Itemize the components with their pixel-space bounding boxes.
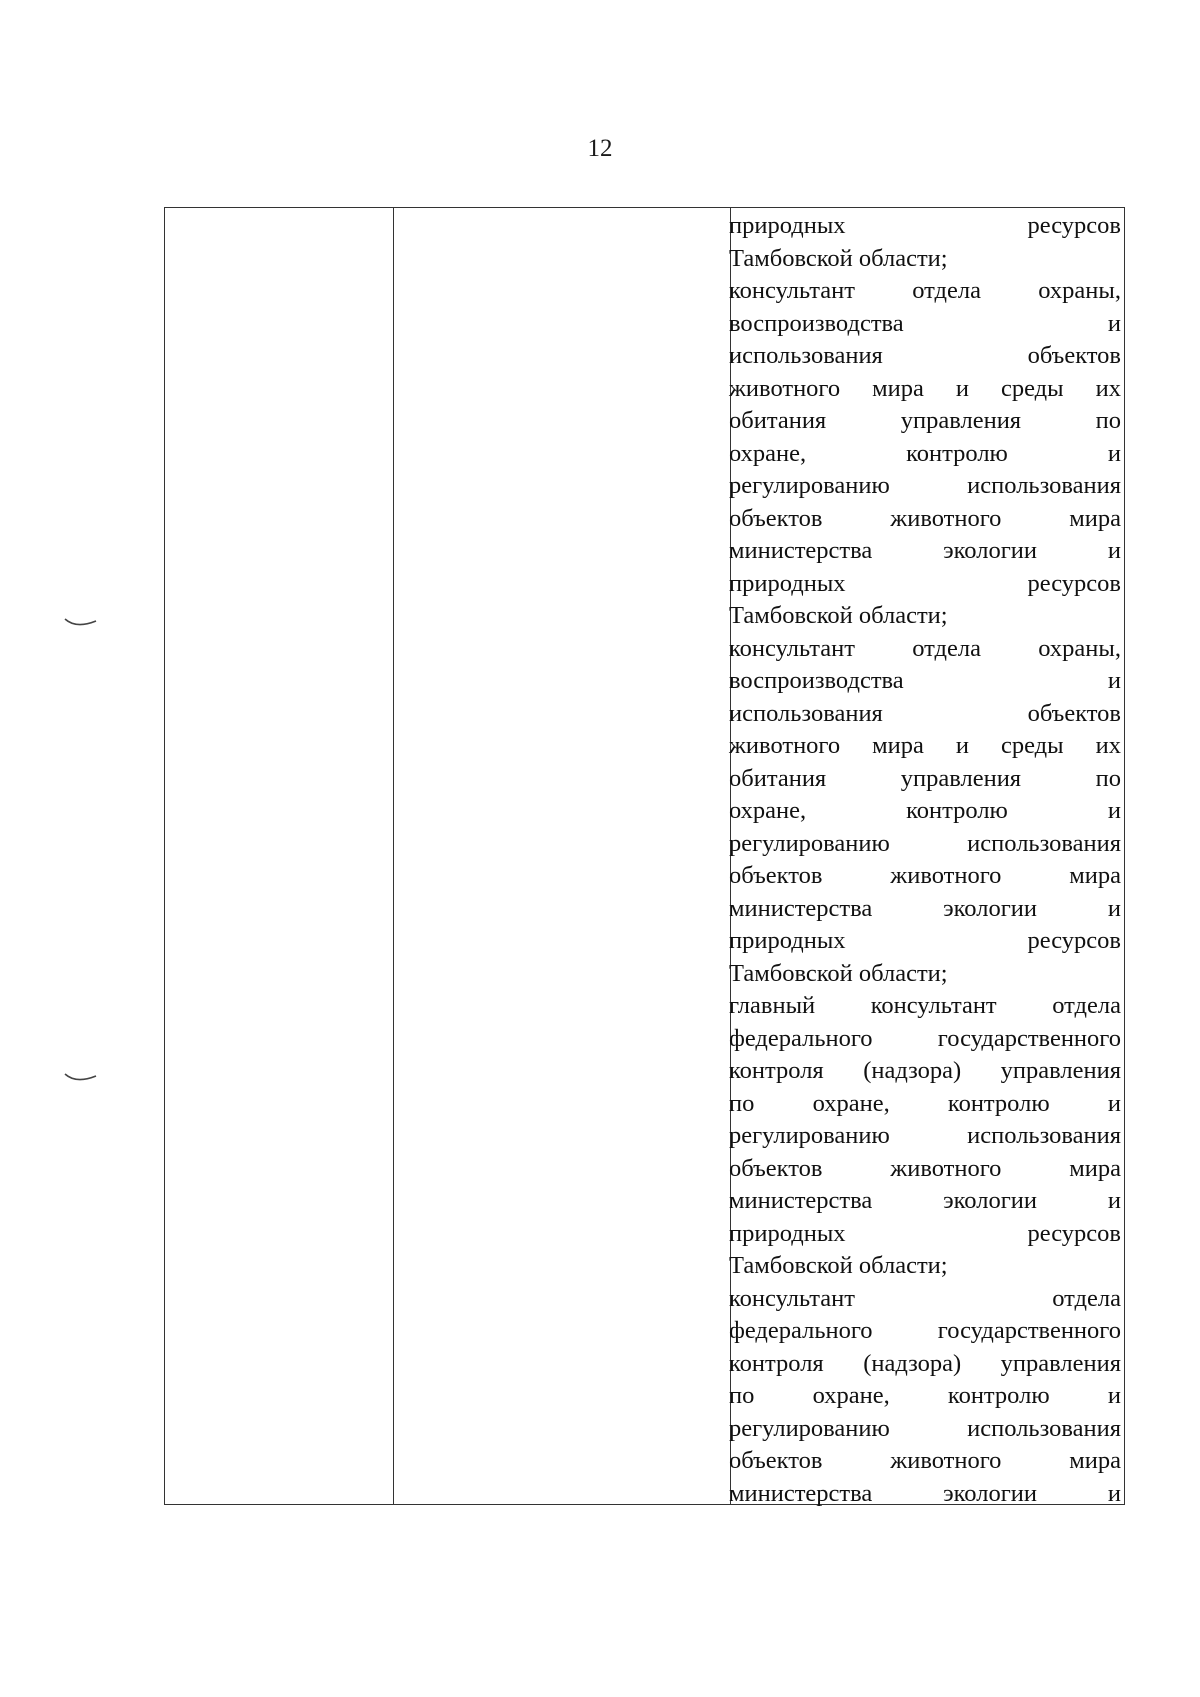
text-word: и bbox=[1107, 1187, 1121, 1214]
text-line bbox=[729, 535, 1121, 568]
text-line bbox=[729, 1283, 1121, 1316]
text-word: федерального bbox=[729, 1317, 873, 1344]
text-word: животного bbox=[890, 1447, 1002, 1474]
text-word: и bbox=[1107, 797, 1121, 824]
text-word: министерства bbox=[729, 894, 873, 922]
text-line bbox=[729, 698, 1121, 731]
margin-mark bbox=[64, 1071, 98, 1085]
text-line bbox=[729, 1250, 1121, 1283]
text-word: и bbox=[1107, 894, 1121, 922]
text-line bbox=[729, 373, 1121, 406]
text-word: федерального bbox=[729, 1024, 873, 1052]
text-word: объектов bbox=[729, 862, 823, 889]
text-line bbox=[729, 1315, 1121, 1348]
text-word: экологии bbox=[943, 1187, 1037, 1214]
text-word: и bbox=[1107, 439, 1121, 467]
text-word: регулированию bbox=[729, 829, 890, 857]
text-word: Тамбовской области; bbox=[729, 244, 948, 272]
text-word: обитания bbox=[729, 407, 827, 434]
text-word: охране, bbox=[729, 439, 807, 467]
text-word: объектов bbox=[729, 504, 823, 532]
text-word: ресурсов bbox=[1027, 212, 1121, 239]
text-line bbox=[729, 600, 1121, 633]
text-word: животного bbox=[729, 374, 841, 402]
text-word: консультант bbox=[729, 634, 855, 662]
text-word: контроля bbox=[729, 1349, 824, 1377]
text-word: охраны, bbox=[1038, 634, 1121, 662]
text-word: отдела bbox=[1052, 992, 1121, 1019]
text-word: охране, bbox=[812, 1089, 890, 1117]
text-word: природных bbox=[729, 212, 846, 239]
text-line bbox=[729, 1055, 1121, 1088]
text-word: отдела bbox=[912, 634, 981, 662]
text-word: по bbox=[729, 1089, 755, 1117]
text-word: контролю bbox=[947, 1382, 1050, 1409]
text-word: управления bbox=[900, 407, 1022, 434]
text-word: регулированию bbox=[729, 1414, 890, 1442]
text-word: контроля bbox=[729, 1057, 824, 1084]
text-line bbox=[729, 503, 1121, 536]
text-word: министерства bbox=[729, 537, 873, 564]
text-word: Тамбовской области; bbox=[729, 1252, 948, 1279]
text-line bbox=[729, 1185, 1121, 1218]
text-word: и bbox=[955, 732, 969, 759]
text-word: использования bbox=[967, 472, 1121, 499]
text-word: министерства bbox=[729, 1479, 873, 1507]
text-line bbox=[729, 958, 1121, 991]
text-word: использования bbox=[729, 342, 883, 369]
text-word: консультант bbox=[729, 277, 855, 304]
text-line bbox=[729, 1445, 1121, 1478]
text-word: животного bbox=[890, 1154, 1002, 1182]
text-word: регулированию bbox=[729, 1122, 890, 1149]
margin-mark bbox=[64, 616, 98, 630]
text-line bbox=[729, 990, 1121, 1023]
text-word: использования bbox=[967, 1414, 1121, 1442]
text-line bbox=[729, 1413, 1121, 1446]
text-word: их bbox=[1095, 374, 1121, 402]
text-word: отдела bbox=[912, 277, 981, 304]
text-word: среды bbox=[1001, 732, 1064, 759]
text-word: (надзора) bbox=[863, 1349, 962, 1377]
text-word: животного bbox=[890, 862, 1002, 889]
text-word: главный bbox=[729, 992, 816, 1019]
text-word: среды bbox=[1001, 374, 1064, 402]
text-word: охране, bbox=[812, 1382, 890, 1409]
text-word: министерства bbox=[729, 1187, 873, 1214]
text-word: и bbox=[1107, 537, 1121, 564]
text-word: мира bbox=[872, 374, 924, 402]
text-line bbox=[729, 763, 1121, 796]
text-word: животного bbox=[729, 732, 841, 759]
text-word: Тамбовской области; bbox=[729, 959, 948, 987]
text-word: (надзора) bbox=[863, 1057, 962, 1084]
text-word: управления bbox=[1000, 1057, 1121, 1084]
text-line bbox=[729, 1380, 1121, 1413]
text-word: объектов bbox=[729, 1447, 823, 1474]
text-line bbox=[729, 925, 1121, 958]
text-word: управления bbox=[1000, 1349, 1121, 1377]
text-word: консультант bbox=[729, 1284, 855, 1312]
text-word: природных bbox=[729, 927, 846, 954]
text-word: обитания bbox=[729, 764, 827, 792]
text-line bbox=[729, 795, 1121, 828]
text-word: природных bbox=[729, 1219, 846, 1247]
text-word: мира bbox=[1069, 504, 1121, 532]
text-line bbox=[729, 893, 1121, 926]
text-word: объектов bbox=[1027, 699, 1121, 727]
text-word: государственного bbox=[937, 1024, 1121, 1052]
text-line bbox=[729, 665, 1121, 698]
text-line bbox=[729, 1023, 1121, 1056]
text-word: мира bbox=[872, 732, 924, 759]
text-word: контролю bbox=[906, 797, 1008, 824]
text-word: охраны, bbox=[1038, 277, 1121, 304]
text-line bbox=[729, 243, 1121, 276]
text-line bbox=[729, 308, 1121, 341]
text-word: и bbox=[1107, 1089, 1121, 1117]
text-word: воспроизводства bbox=[729, 667, 904, 694]
text-word: и bbox=[1107, 1479, 1121, 1507]
text-word: мира bbox=[1069, 1447, 1121, 1474]
text-word: объектов bbox=[729, 1154, 823, 1182]
text-word: и bbox=[1107, 667, 1121, 694]
text-word: воспроизводства bbox=[729, 309, 904, 337]
table-cell-right-column bbox=[729, 210, 1121, 1510]
text-line bbox=[729, 470, 1121, 503]
text-word: по bbox=[1095, 764, 1121, 792]
text-word: ресурсов bbox=[1027, 927, 1121, 954]
text-word: использования bbox=[729, 699, 883, 727]
text-line bbox=[729, 1478, 1121, 1511]
text-word: охране, bbox=[729, 797, 807, 824]
text-word: отдела bbox=[1052, 1284, 1121, 1312]
text-word: объектов bbox=[1027, 342, 1121, 369]
text-word: природных bbox=[729, 569, 846, 597]
text-line bbox=[729, 1348, 1121, 1381]
text-line bbox=[729, 210, 1121, 243]
text-word: экологии bbox=[943, 537, 1037, 564]
column-divider-1 bbox=[393, 208, 394, 1504]
text-line bbox=[729, 1218, 1121, 1251]
text-word: и bbox=[955, 374, 969, 402]
text-word: управления bbox=[900, 764, 1022, 792]
text-word: контролю bbox=[947, 1089, 1050, 1117]
text-line bbox=[729, 633, 1121, 666]
text-line bbox=[729, 730, 1121, 763]
text-line bbox=[729, 1153, 1121, 1186]
text-line bbox=[729, 1120, 1121, 1153]
text-line bbox=[729, 568, 1121, 601]
text-word: животного bbox=[890, 504, 1002, 532]
text-word: и bbox=[1107, 1382, 1121, 1409]
text-word: мира bbox=[1069, 862, 1121, 889]
text-line bbox=[729, 860, 1121, 893]
text-line bbox=[729, 340, 1121, 373]
text-word: использования bbox=[967, 1122, 1121, 1149]
text-line bbox=[729, 1088, 1121, 1121]
text-word: ресурсов bbox=[1027, 569, 1121, 597]
text-word: по bbox=[1095, 407, 1121, 434]
text-line bbox=[729, 438, 1121, 471]
text-line bbox=[729, 828, 1121, 861]
text-word: государственного bbox=[937, 1317, 1121, 1344]
text-word: ресурсов bbox=[1027, 1219, 1121, 1247]
text-word: регулированию bbox=[729, 472, 890, 499]
text-word: экологии bbox=[943, 1479, 1037, 1507]
text-line bbox=[729, 405, 1121, 438]
text-word: контролю bbox=[906, 439, 1008, 467]
page-number: 12 bbox=[587, 135, 613, 162]
text-word: по bbox=[729, 1382, 755, 1409]
text-word: мира bbox=[1069, 1154, 1121, 1182]
text-word: консультант bbox=[870, 992, 997, 1019]
text-word: и bbox=[1107, 309, 1121, 337]
text-line bbox=[729, 275, 1121, 308]
text-word: использования bbox=[967, 829, 1121, 857]
text-word: экологии bbox=[943, 894, 1037, 922]
text-word: Тамбовской области; bbox=[729, 602, 948, 629]
text-word: их bbox=[1095, 732, 1121, 759]
